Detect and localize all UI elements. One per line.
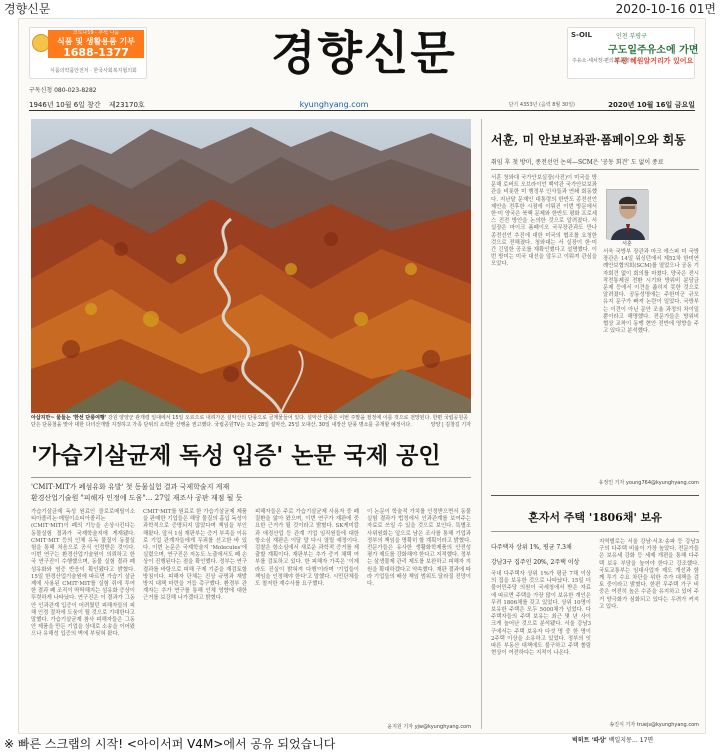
ad-right-big: 구도일주유소에 가면	[608, 45, 699, 56]
side2-subhead-1: 다주택자 상위 1%, 평균 7.3채	[491, 544, 572, 551]
side1-column-2: 서욱 국방부 장관과 마크 에스퍼 미 국방장관은 14일 워싱턴에서 제52차 한미연례안보협의회(SCM)를 열었으나 공동 기자회견 없이 회의를 마쳤다. 양국은 전시작전통제권 전환 시기와 방위비 분담금 문제 등에서 이견을 좁히지 못한 것으로 알려졌다. 공동성명에는 주한미군 규모 유지 문구가 빠져 논란이 일었다. 국방부는 이견이 아닌 문안 조율 과정의 차이일 뿐이라고 해명했다. 전문가들은 방위비 협상 교착이 동맹 현안 전반에 영향을 주고 있다고 분석했다.	[603, 249, 699, 335]
headline-rule	[31, 477, 471, 478]
column-divider	[481, 119, 482, 729]
ad-left	[29, 27, 147, 79]
main-subhead-2: 환경산업기술원 "피해자 인정에 도움"… 27일 재조사 공판 재점 될 듯	[31, 494, 243, 502]
teaser-rest: 백일지몽… 17면	[608, 737, 654, 744]
photo-caption	[31, 415, 471, 428]
side2-headline: 혼자서 주택 '1806채' 보유	[528, 511, 662, 524]
main-column-4: 이 논문이 학술적 가치를 인정받으면서 동물실험 결과가 법정에서 인과관계를 보여주는 자료로 쓰일 수 있을 것으로 보인다. 특별조사위원회는 앞으로 남은 조사를 통해 기업과 정부의 책임을 명확히 할 계획이라고 밝혔다. 전문가들은 유사한 생활화학제품의 안전성 평가 제도를 강화해야 한다고 지적했다. 정부는 살생물제 관리 제도를 보완하고 피해자 지원을 확대하겠다고 약속했다. 재판 결과에 따라 기업들의 배상 책임 범위도 달라질 전망이다.	[367, 509, 472, 588]
side1-byline: 유정인 기자 young764@kyunghyang.com	[598, 480, 699, 486]
subscribe-info: 구독신청 080-023-8282	[29, 87, 97, 94]
main-byline: 윤지원 기자 yjw@kyunghyang.com	[387, 724, 471, 730]
side1-headline: 서훈, 미 안보보좌관·폼페이오와 회동	[491, 133, 686, 147]
side1-subhead: 취임 후 첫 방미, 종전선언 논의—SCM은 '공동 회견' 도 없이 종료	[491, 159, 664, 166]
side1-portrait-caption: 서훈	[622, 241, 632, 247]
main-headline: '가습기살균제 독성 입증' 논문 국제 공인	[31, 442, 441, 469]
side2-byline: 송진식 기자 truejs@kyunghyang.com	[609, 722, 699, 728]
ad-right-sub: 부평 혜원알거리가 있어요	[614, 57, 694, 65]
ad-left-big: 식품 및 생활용품 기부	[57, 37, 135, 46]
person-portrait-icon	[607, 190, 649, 240]
side2-subhead-2: 강남3구 집주인 20%, 2주택 이상	[491, 559, 580, 566]
ad-right-small: 인천 부평구	[616, 33, 647, 40]
main-subhead-1: 'CMIT·MIT가 폐섬유화 유발' 첫 동물실험 결과 국제학술지 게재	[31, 483, 230, 491]
side1-rule	[491, 169, 699, 170]
photo-caption-body: 강원 양양군 관개령 일대에서 15일 오르으로 내려가온 설악산의 단풍으로 금계물들어 있다. 설악산 단풍은 이번 주말을 절정에 이를 것으로 전망된다. 한편 국립공원공단은 단풍철을 맞아 대한 다녀산개발 지정하고 가족 단위의 소박한 산행을 권고했다. 국립공원TV는 오는 28일 설악산, 25일 오대산, 30일 내장산 단풍 명소를 공개할 예정이다.	[31, 415, 468, 428]
site-url: kyunghyang.com	[299, 100, 369, 109]
photo-credit: 양양 | 김창길 기자	[430, 421, 471, 428]
side1-portrait	[606, 189, 648, 239]
autumn-mountain-photo	[31, 119, 471, 413]
issue-number: 제23170호	[108, 101, 145, 109]
ad-right	[567, 27, 699, 79]
side1-column-1: 서훈 청와대 국가안보실장(사진)이 미국을 방문해 로버트 오브라이언 백악관 국가안보보좌관을 비롯한 미 행정부 인사들과 연쇄 회동했다. 지난달 문재인 대통령의 한반도 종전선언 제안을 전후한 시점에 이뤄진 이번 방문에서 한·미 양국은 북핵 문제와 한반도 평화 프로세스 진전 방안을 논의한 것으로 알려졌다. 서 실장은 마이크 폼페이오 국무장관과도 만나 종전선언 추진에 대한 미국의 협조를 요청한 것으로 전해졌다. 청와대는 서 실장이 한·미 간 긴밀한 공조를 재확인했다고 설명했다. 이번 방미는 미국 대선을 앞두고 이뤄져 관심을 모았다.	[491, 175, 597, 268]
newspaper-name: 경향신문	[4, 2, 51, 16]
masthead: 경향신문	[271, 26, 457, 80]
main-column-1: 가습기살균제 독성 원료인 클로로메틸이소티아졸리논·메틸이소티아졸리논(CMIT·MIT)이 폐의 기능을 손상시킨다는 동물실험 결과가 국제학술지에 게재됐다. CMIT·MIT 등의 인체 유독 물질이 동물실험을 통해 처음으로 공식 인정받은 것이다. 이번 연구는 환경산업기술원이 의뢰하고 한국 연구진이 수행했으며, 동물 실험 결과 폐 섬유화와 염증 반응이 확인됐다고 밝혔다. 15일 한경산업기술원에 따르면 가습기 살균제에 사용된 CMIT·MIT를 실험 쥐에 투여한 결과 폐 조직이 딱딱해지는 섬유화 증상이 뚜렷하게 나타났다. 연구진은 이 결과가 그동안 인과관계 입증이 어려웠던 피해자들의 피해 인정 절차에 도움이 될 것으로 기대한다고 말했다. 가습기살균제 참사 피해자들은 그동안 제품을 만든 기업을 상대로 소송을 이어왔으나 유해성 입증의 벽에 부딪혀 왔다.	[31, 509, 136, 638]
issue-date-page: 2020-10-16 01면	[615, 2, 716, 16]
side2-rule	[491, 531, 699, 532]
main-column-2: CMIT·MIT를 원료로 한 가습기살균제 제품을 판매한 기업들은 해당 물질의 흡입 독성이 과학적으로 증명되지 않았다며 책임을 부인해왔다. 앞서 1심 재판부는 증거 부족을 이유로 기업 관계자들에게 무죄를 선고한 바 있다. 이번 논문은 국제학술지 'Molecules'에 실렸으며, 연구진은 저농도 노출에서도 폐 손상이 진행된다는 점을 확인했다. 정부는 연구 결과를 바탕으로 피해 구제 기준을 재검토할 방침이다. 피해자 단체는 진상 규명과 재발 방지 대책 마련을 거듭 촉구했다. 환경부 관계자는 추가 연구를 통해 인체 영향에 대한 근거를 보강해 나가겠다고 밝혔다.	[143, 509, 248, 602]
photo-caption-title: 아삽지만~ 물들는 '한선 단풍여행'	[31, 415, 107, 421]
lunar-date: 단기 4353년 (음력 8월 30일)	[508, 102, 575, 108]
ad-left-logos: 식품의약품안전처 · 한국사회복지협의회	[50, 68, 137, 74]
ad-left-phone: 1688-1377	[63, 46, 129, 59]
edition-date: 2020년 10월 16일 금요일	[608, 101, 695, 109]
ad-right-note: 주유소·세차장·편의점 운영	[572, 58, 630, 64]
viewer-topbar	[0, 0, 720, 18]
side2-column-2: 지역별로는 서울 강남·서초·송파 등 강남3구의 다주택 비율이 가장 높았다. 전문가들은 보유세 강화 등 세제 개편을 통해 다주택 보유 부담을 높여야 한다고 강조했다. 국토교통부는 임대사업자 제도 개선과 함께 투기 수요 차단을 위한 추가 대책을 검토 중이라고 밝혔다. 한편 무주택 가구 비중은 여전히 높은 수준을 유지하고 있어 주거 양극화가 심화되고 있다는 우려가 커지고 있다.	[599, 539, 699, 610]
ad-left-small: 코로나19 · 추석 나눔	[72, 30, 120, 36]
newspaper-page	[18, 18, 706, 744]
edition-info-line	[29, 99, 695, 111]
front-photo	[31, 119, 471, 413]
founded-date: 1946년 10월 6일 창간	[29, 101, 101, 109]
ad-left-band	[48, 30, 144, 58]
side-section-rule	[491, 495, 699, 496]
teaser-name: 빅히트 '따상'	[572, 737, 607, 744]
soil-logo: S-OIL	[571, 31, 592, 39]
main-column-3: 피해자들은 주로 가습기살균제 사용자 중 폐 질환을 앓아 왔으며, 이번 연구가 재판에 중요한 근거가 될 것이라고 밝혔다. SK케미칼과 애경산업 등 관계 기업 임직원들에 대한 항소심 재판은 이달 말 다시 열릴 예정이다. 검찰은 항소심에서 새로운 과학적 증거를 제출할 계획이다. 재판부는 추가 증거 채택 여부를 검토하고 있다. 한 피해자 가족은 '이제라도 진실이 밝혀져 다행'이라며 '기업들이 책임을 인정해야 한다'고 말했다. 시민단체들도 철저한 재수사를 요구했다.	[255, 509, 359, 588]
share-footer: ※ 빠른 스크랩의 시작! <아이서퍼 V4M>에서 공유 되었습니다	[4, 737, 336, 751]
side2-column-1: 국내 다주택자 상위 1%가 평균 7채 이상의 집을 보유한 것으로 나타났다. 15일 더불어민주당 의원이 국세청에서 받은 자료에 따르면 주택을 가장 많이 보유한 개인은 무려 1806채를 갖고 있었다. 상위 10명이 보유한 주택은 모두 5000채가 넘었다. 다주택자들의 주택 보유는 최근 몇 년 사이 크게 늘어난 것으로 분석됐다. 서울 강남3구에서는 주택 보유자 다섯 명 중 한 명이 2주택 이상을 소유하고 있었다. 정부의 잇따른 부동산 대책에도 불구하고 주택 쏠림 현상이 여전하다는 지적이 나온다.	[491, 571, 591, 657]
